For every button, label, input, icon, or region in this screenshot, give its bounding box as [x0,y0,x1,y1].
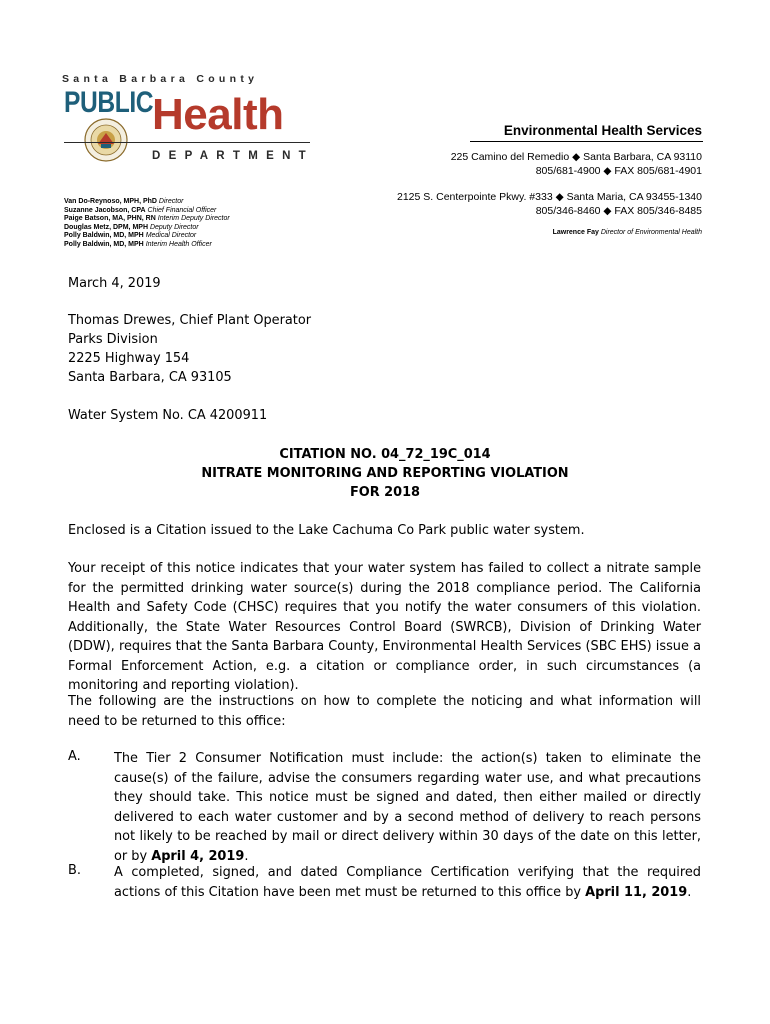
county-seal-icon [84,118,128,162]
director-name: Lawrence Fay [552,229,599,236]
water-system-number: Water System No. CA 4200911 [68,408,268,423]
address-1-line1: 225 Camino del Remedio ◆ Santa Barbara, CA 93110 [450,151,702,163]
logo-department-text: DEPARTMENT [152,150,315,162]
address-1-line2: 805/681-4900 ◆ FAX 805/681-4901 [535,165,702,177]
recipient-line: Santa Barbara, CA 93105 [68,370,232,385]
logo-county-text: Santa Barbara County [62,73,259,85]
staff-entry: Polly Baldwin, MD, MPH Medical Director [64,232,197,240]
letter-date: March 4, 2019 [68,276,161,291]
paragraph-enclosed: Enclosed is a Citation issued to the Lake Cachuma Co Park public water system. [68,523,585,538]
citation-year: FOR 2018 [349,485,421,500]
staff-entry: Van Do-Reynoso, MPH, PhD Director [64,198,184,205]
office-title-divider [470,141,703,142]
item-b-text: A completed, signed, and dated Compliance Certification verifying that the required actions of this Citation have been met must be returned to this office by April 11, 2019. [114,865,701,900]
director-title: Director of Environmental Health [600,229,702,236]
paragraph-instructions: The following are the instructions on how to complete the noticing and what information will need to be returned to this office: [68,694,701,729]
item-b-deadline: April 11, 2019 [585,884,688,900]
staff-list [64,198,230,250]
logo-public-text: PUBLIC [64,86,154,119]
recipient-line: Parks Division [68,332,158,347]
address-2-line1: 2125 S. Centerpointe Pkwy. #333 ◆ Santa Maria, CA 93455-1340 [397,191,702,203]
office-title: Environmental Health Services [503,123,702,138]
recipient-line: Thomas Drewes, Chief Plant Operator [68,313,312,328]
recipient-line: 2225 Highway 154 [68,351,190,366]
item-a-text: The Tier 2 Consumer Notification must include: the action(s) taken to eliminate the cause(s) of the failure, advise the consumers regarding water use, and what precautions they should take. This notice must be signed and dated, then either mailed or directly delivered to each water customer and by a second method of delivery to reach persons not likely to be reached by mail or direct delivery within 30 days of the date on this letter, or by April 4, 2019. [114,751,701,864]
staff-entry: Douglas Metz, DPM, MPH Deputy Director [64,223,199,231]
staff-entry: Polly Baldwin, MD, MPH Interim Health Officer [64,240,212,248]
logo-divider [64,142,310,143]
paragraph-notice: Your receipt of this notice indicates that your water system has failed to collect a nitrate sample for the permitted drinking water source(s) during the 2018 compliance period. The California Health and Safety Code (CHSC) requires that you notify the water consumers of this violation. Additionally, the State Water Resources Control Board (SWRCB), Division of Drinking Water (DDW), requires that the Santa Barbara County, Environmental Health Services (SBC EHS) issue a Formal Enforcement Action, e.g. a citation or compliance order, in such circumstances (a monitoring and reporting violation). [68,561,701,693]
item-a-marker: A. [68,749,81,764]
logo-health-text: Health [152,90,284,139]
staff-entry: Paige Batson, MA, PHN, RN Interim Deputy Director [64,215,230,223]
environmental-director [553,229,702,236]
citation-number: CITATION NO. 04_72_19C_014 [279,447,491,462]
item-a-deadline: April 4, 2019 [151,848,245,864]
address-2-line2: 805/346-8460 ◆ FAX 805/346-8485 [535,205,702,217]
staff-entry: Suzanne Jacobson, CPA Chief Financial Officer [64,206,217,214]
citation-title: NITRATE MONITORING AND REPORTING VIOLATION [201,466,569,481]
item-b-marker: B. [68,863,81,878]
